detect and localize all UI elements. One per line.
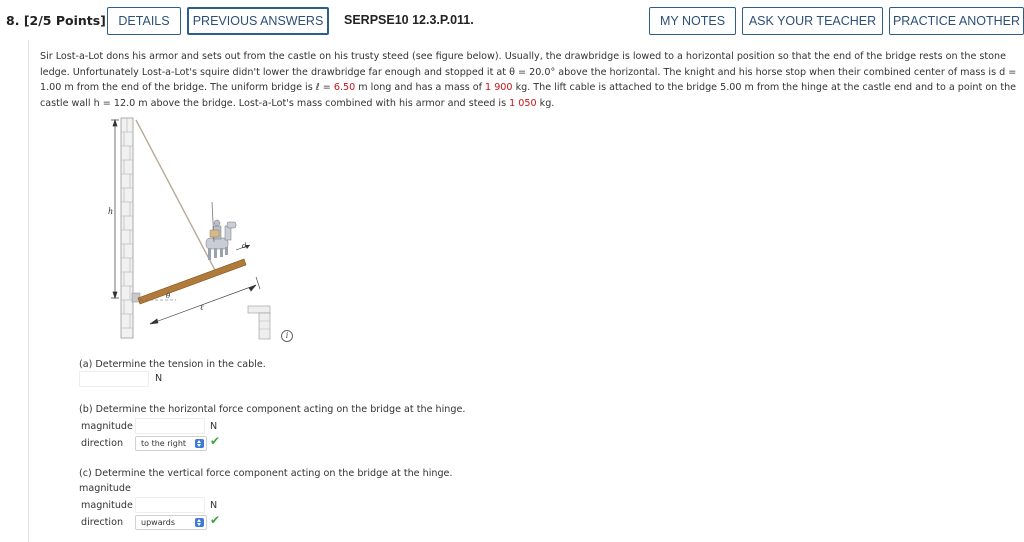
theta-label: θ: [166, 292, 171, 300]
checkmark-icon: ✔: [210, 513, 221, 527]
my-notes-button[interactable]: MY NOTES: [649, 7, 736, 35]
b-direction-label: direction: [81, 438, 124, 449]
ask-teacher-button[interactable]: ASK YOUR TEACHER: [742, 7, 883, 35]
l-dimension: [150, 277, 260, 324]
b-magnitude-label: magnitude: [81, 421, 133, 432]
drawbridge-figure: [104, 114, 324, 346]
b-direction-value: to the right: [141, 439, 187, 448]
h-label: h: [108, 207, 114, 216]
practice-another-button[interactable]: PRACTICE ANOTHER: [889, 7, 1024, 35]
bridge: [138, 259, 246, 304]
c-magnitude-input[interactable]: [135, 497, 205, 513]
b-direction-select[interactable]: [135, 436, 207, 451]
c-direction-value: upwards: [141, 518, 175, 527]
problem-statement: Sir Lost-a-Lot dons his armor and sets out from the castle on his trusty steed (see figure below). Usually, the drawbridge is lowed to a horizontal position so that the end of the bridge rests on the stone ledge. Unfortunately Lost-a-Lot's squire didn't lower the drawbridge far enough and stopped it at θ = 20.0° above the horizontal. The knight and his horse stop when their combined center of mass is d = 1.00 m from the end of the bridge. The uniform bridge is ℓ = 6.50 m long and has a mass of 1 900 kg. The lift cable is attached to the bridge 5.00 m from the hinge at the castle end and to a point on the castle wall h = 12.0 m above the bridge. Lost-a-Lot's mass combined with his armor and steed is 1 050 kg.: [40, 51, 1017, 109]
details-button[interactable]: DETAILS: [107, 7, 181, 35]
question-number: 8. [2/5 Points]: [6, 13, 106, 28]
c-magnitude-label: magnitude: [81, 500, 133, 511]
previous-answers-button[interactable]: PREVIOUS ANSWERS: [187, 7, 329, 35]
tension-input[interactable]: [79, 371, 149, 387]
checkmark-icon: ✔: [210, 434, 221, 448]
info-icon[interactable]: i: [281, 330, 293, 342]
part-b-prompt: (b) Determine the horizontal force component acting on the bridge at the hinge.: [79, 404, 466, 415]
b-magnitude-unit: N: [210, 421, 218, 432]
part-c-prompt: (c) Determine the vertical force component acting on the bridge at the hinge.: [79, 468, 453, 479]
question-content: [28, 40, 1024, 542]
stone-ledge: [248, 306, 270, 339]
select-arrows-icon: [195, 439, 204, 448]
question-id: SERPSE10 12.3.P.011.: [344, 13, 474, 27]
knight-on-horse: [206, 202, 236, 260]
select-arrows-icon: [195, 518, 204, 527]
question-header: [0, 0, 1024, 40]
d-label: d: [242, 242, 247, 250]
c-direction-label: direction: [81, 517, 124, 528]
l-label: ℓ: [200, 303, 204, 312]
c-magnitude-heading: magnitude: [79, 483, 131, 494]
c-direction-select[interactable]: [135, 515, 207, 530]
tension-unit: N: [155, 373, 163, 384]
part-a-prompt: (a) Determine the tension in the cable.: [79, 359, 266, 370]
b-magnitude-input[interactable]: [135, 418, 205, 434]
castle-wall: [121, 118, 133, 338]
c-magnitude-unit: N: [210, 500, 218, 511]
lift-cable: [136, 120, 216, 272]
